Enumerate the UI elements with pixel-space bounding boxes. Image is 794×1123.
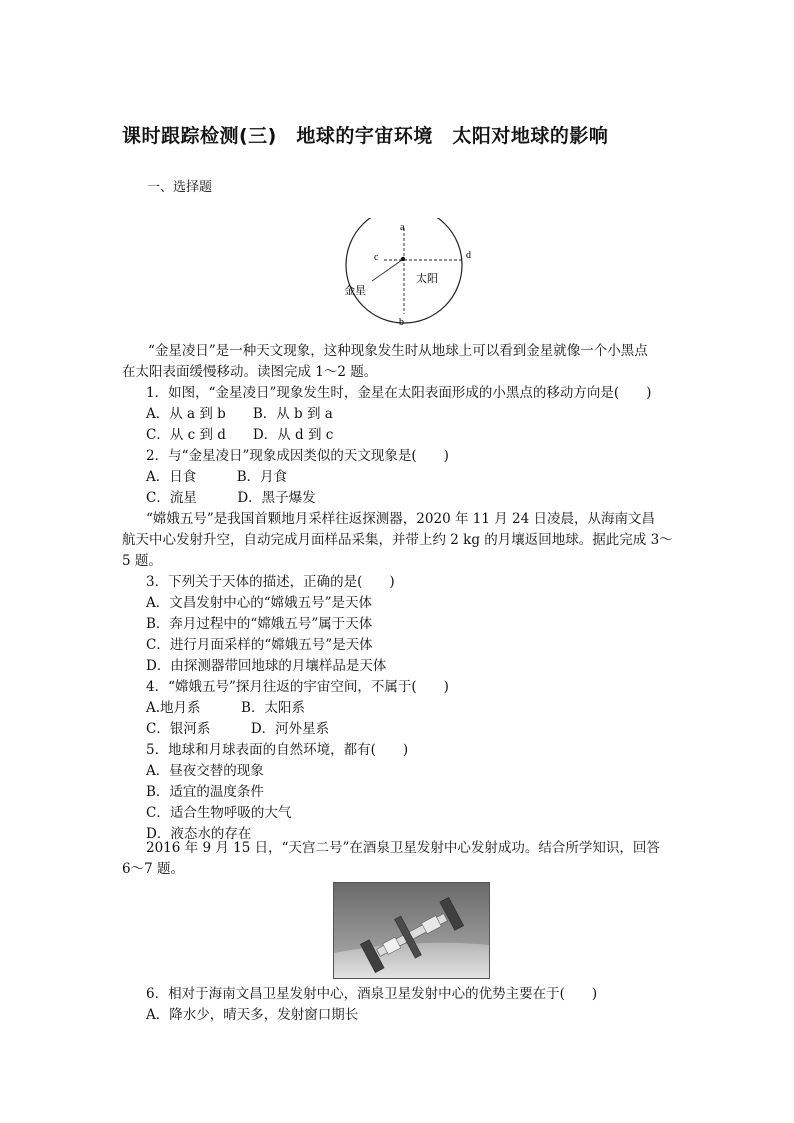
- intro2-line1: “嫦娥五号”是我国首颗地月采样往返探测器，2020 年 11 月 24 日凌晨，从海南文昌: [146, 511, 655, 527]
- question-block-3: [122, 838, 676, 880]
- label-c: c: [374, 252, 379, 263]
- q2-stem: 2．与“金星凌日”现象成因类似的天文现象是( ): [146, 448, 449, 464]
- q3-option-b: B．奔月过程中的“嫦娥五号”属于天体: [146, 616, 373, 632]
- q1-stem: 1．如图，“金星凌日”现象发生时，金星在太阳表面形成的小黑点的移动方向是( ): [146, 385, 652, 401]
- q2-options-row2: C．流星 D．黑子爆发: [146, 490, 316, 506]
- intro3-line2: 6～7 题。: [122, 861, 184, 877]
- venus-leader-line: [372, 260, 402, 281]
- q6-stem: 6．相对于海南文昌卫星发射中心，酒泉卫星发射中心的优势主要在于( ): [146, 986, 598, 1002]
- space-station-illustration: [334, 883, 489, 978]
- label-venus: 金星: [344, 284, 366, 297]
- question-block-4: [146, 984, 676, 1026]
- q5-option-c: C．适合生物呼吸的大气: [146, 805, 292, 821]
- q6-option-a: A．降水少，晴天多，发射窗口期长: [146, 1007, 359, 1023]
- q4-stem: 4．“嫦娥五号”探月往返的宇宙空间，不属于( ): [146, 679, 449, 695]
- q3-option-d: D．由探测器带回地球的月壤样品是天体: [146, 658, 387, 674]
- label-a: a: [400, 222, 405, 233]
- q4-options-row2: C．银河系 D．河外星系: [146, 721, 330, 737]
- q4-options-row1: A.地月系 B．太阳系: [146, 700, 305, 716]
- venus-transit-diagram: [336, 218, 486, 330]
- intro3-line1: 2016 年 9 月 15 日，“天宫二号”在酒泉卫星发射中心发射成功。结合所学知识，回答: [146, 840, 660, 856]
- label-sun: 太阳: [416, 272, 438, 285]
- q5-option-b: B．适宜的温度条件: [146, 784, 264, 800]
- intro1-line2: 在太阳表面缓慢移动。读图完成 1～2 题。: [122, 364, 378, 380]
- q1-options-row2: C．从 c 到 d D．从 d 到 c: [146, 427, 334, 443]
- q3-option-c: C．进行月面采样的“嫦娥五号”是天体: [146, 637, 373, 653]
- question-block-2: [122, 509, 676, 845]
- page-title: 课时跟踪检测(三) 地球的宇宙环境 太阳对地球的影响: [122, 125, 609, 147]
- q5-stem: 5．地球和月球表面的自然环境，都有( ): [146, 742, 409, 758]
- q1-options-row1: A．从 a 到 b B．从 b 到 a: [146, 406, 333, 422]
- question-block-1: [122, 341, 676, 509]
- q3-stem: 3．下列关于天体的描述，正确的是( ): [146, 574, 395, 590]
- q5-option-a: A．昼夜交替的现象: [146, 763, 264, 779]
- q3-option-a: A．文昌发射中心的“嫦娥五号”是天体: [146, 595, 373, 611]
- section-heading: 一、选择题: [147, 180, 213, 195]
- q5-option-d: D．液态水的存在: [146, 826, 252, 842]
- label-b: b: [399, 317, 404, 328]
- intro2-line2: 航天中心发射升空，自动完成月面样品采集，并带上约 2 kg 的月壤返回地球。据此完成 3～: [122, 532, 673, 548]
- q2-options-row1: A．日食 B．月食: [146, 469, 288, 485]
- intro1-line1: “金星凌日”是一种天文现象，这种现象发生时从地球上可以看到金星就像一个小黑点: [148, 343, 648, 359]
- intro2-line3: 5 题。: [122, 553, 162, 569]
- label-d: d: [466, 250, 471, 261]
- tiangong-photo: [333, 882, 490, 979]
